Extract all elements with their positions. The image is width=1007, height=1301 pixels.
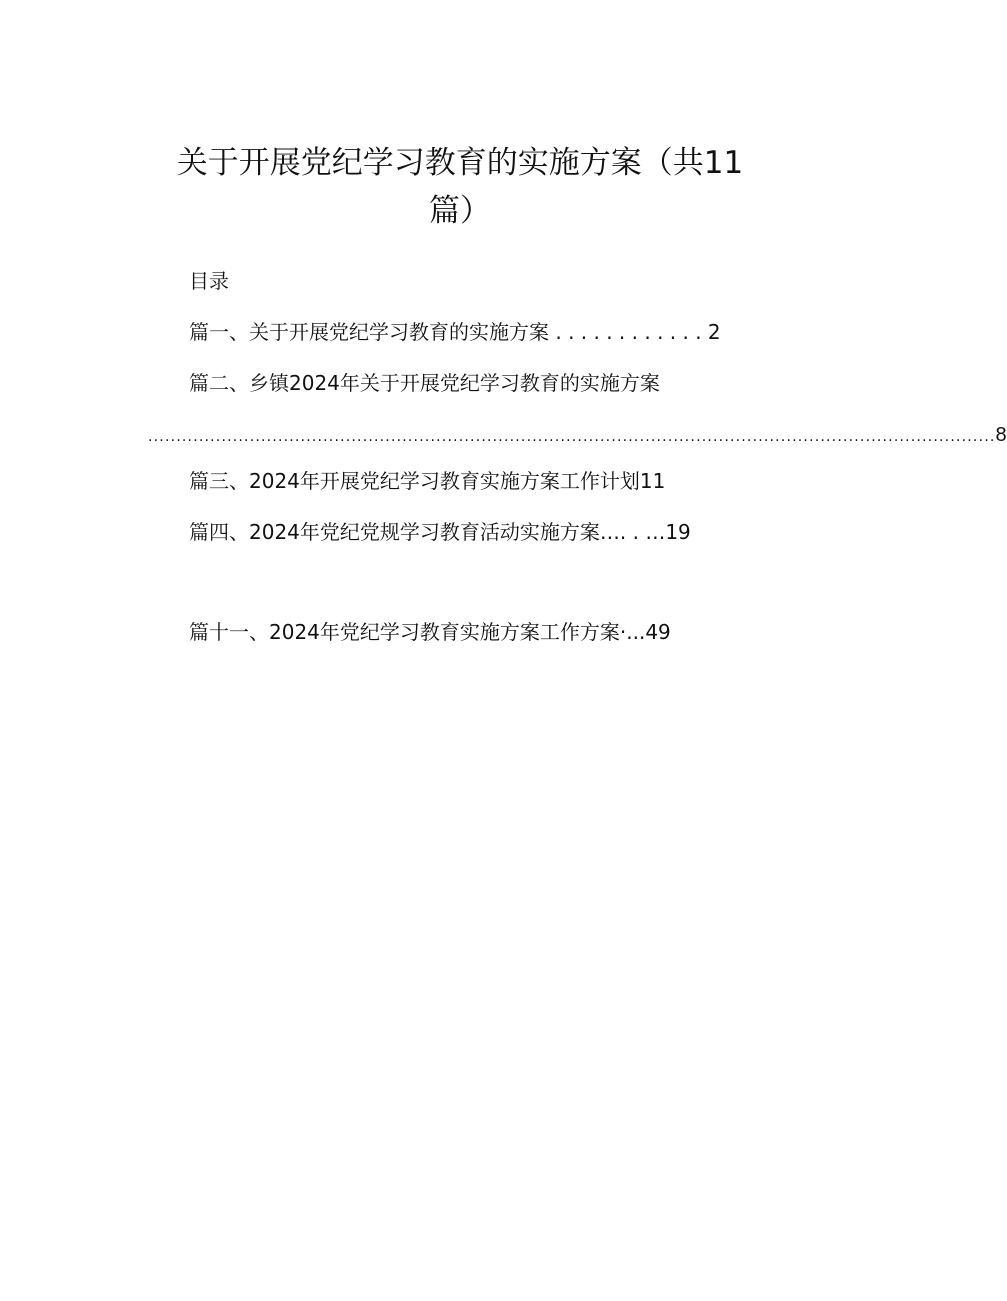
document-title-line-2: 篇） (429, 193, 491, 229)
toc-entry-2-leader-line[interactable] (148, 421, 1007, 451)
toc-heading: 目录 (189, 269, 229, 293)
toc-dot-leader: ...................................................................................................................................................... (148, 429, 996, 445)
toc-entry-3[interactable]: 篇三、2024年开展党纪学习教育实施方案工作计划11 (189, 469, 666, 493)
toc-entry-2[interactable]: 篇二、乡镇2024年关于开展党纪学习教育的实施方案 (189, 371, 660, 395)
toc-entry-11[interactable]: 篇十一、2024年党纪学习教育实施方案工作方案·...49 (189, 620, 671, 644)
toc-entry-1[interactable]: 篇一、关于开展党纪学习教育的实施方案 . . . . . . . . . . . . 2 (189, 320, 721, 344)
toc-entry-4[interactable]: 篇四、2024年党纪党规学习教育活动实施方案…. . …19 (189, 520, 691, 544)
document-title-line-1: 关于开展党纪学习教育的实施方案（共11 (176, 145, 744, 181)
toc-page-number: 8 (995, 424, 1007, 446)
